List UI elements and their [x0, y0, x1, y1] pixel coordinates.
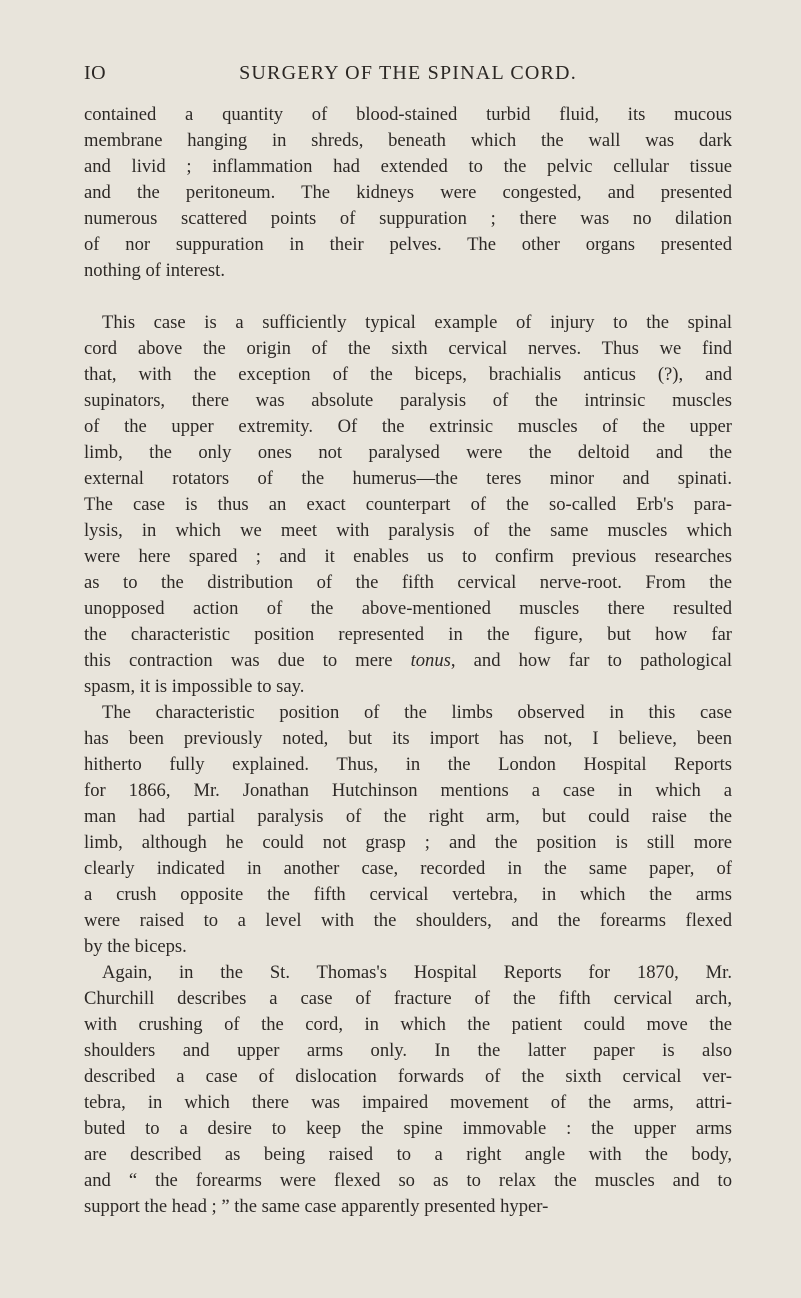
- text-line: The characteristic position of the limbs observed in this case: [102, 702, 732, 723]
- text-line: as to the distribution of the fifth cervical nerve-root. From the: [84, 572, 732, 593]
- text-line: nothing of interest.: [84, 260, 225, 281]
- text-line: unopposed action of the above-mentioned muscles there resulted: [84, 598, 732, 619]
- text-line: and livid ; inflammation had extended to the pelvic cellular tissue: [84, 156, 732, 177]
- text-line: man had partial paralysis of the right arm, but could raise the: [84, 806, 732, 827]
- text-line: cord above the origin of the sixth cervical nerves. Thus we find: [84, 338, 732, 359]
- text-line: membrane hanging in shreds, beneath which the wall was dark: [84, 130, 732, 151]
- running-title: SURGERY OF THE SPINAL CORD.: [239, 62, 577, 84]
- paragraph-gap: [84, 284, 732, 310]
- text-line: clearly indicated in another case, recorded in the same paper, of: [84, 858, 732, 879]
- text-line: and the peritoneum. The kidneys were congested, and presented: [84, 182, 732, 203]
- text-line: This case is a sufficiently typical example of injury to the spinal: [102, 312, 732, 333]
- text-line: and “ the forearms were flexed so as to relax the muscles and to: [84, 1170, 732, 1191]
- text-line: with crushing of the cord, in which the patient could move the: [84, 1014, 732, 1035]
- text-line: are described as being raised to a right angle with the body,: [84, 1144, 732, 1165]
- text-line: hitherto fully explained. Thus, in the London Hospital Reports: [84, 754, 732, 775]
- text-line: for 1866, Mr. Jonathan Hutchinson mentions a case in which a: [84, 780, 732, 801]
- text-line: external rotators of the humerus—the teres minor and spinati.: [84, 468, 732, 489]
- text-line: limb, the only ones not paralysed were the deltoid and the: [84, 442, 732, 463]
- text-line: that, with the exception of the biceps, brachialis anticus (?), and: [84, 364, 732, 385]
- paragraph: [84, 310, 732, 700]
- text-line: has been previously noted, but its import has not, I believe, been: [84, 728, 732, 749]
- text-line: spasm, it is impossible to say.: [84, 676, 305, 697]
- text-line: Churchill describes a case of fracture of the fifth cervical arch,: [84, 988, 732, 1009]
- text-line: tebra, in which there was impaired movement of the arms, attri-: [84, 1092, 732, 1113]
- page-number: IO: [84, 62, 107, 84]
- text-line: were raised to a level with the shoulders, and the forearms flexed: [84, 910, 732, 931]
- paragraph: [84, 700, 732, 960]
- text-line: numerous scattered points of suppuration ; there was no dilation: [84, 208, 732, 229]
- text-line: supinators, there was absolute paralysis of the intrinsic muscles: [84, 390, 732, 411]
- paragraph: [84, 102, 732, 284]
- text-line: of the upper extremity. Of the extrinsic muscles of the upper: [84, 416, 732, 437]
- text-line: lysis, in which we meet with paralysis of the same muscles which: [84, 520, 732, 541]
- text-line: by the biceps.: [84, 936, 187, 957]
- text-line: a crush opposite the fifth cervical vertebra, in which the arms: [84, 884, 732, 905]
- text-line: shoulders and upper arms only. In the latter paper is also: [84, 1040, 732, 1061]
- text-line: this contraction was due to mere tonus, and how far to pathological: [84, 650, 732, 671]
- text-line: the characteristic position represented in the figure, but how far: [84, 624, 732, 645]
- body-text: [84, 102, 732, 1220]
- text-line: were here spared ; and it enables us to confirm previous researches: [84, 546, 732, 567]
- text-line: limb, although he could not grasp ; and the position is still more: [84, 832, 732, 853]
- text-line: contained a quantity of blood-stained turbid fluid, its mucous: [84, 104, 732, 125]
- text-line: Again, in the St. Thomas's Hospital Reports for 1870, Mr.: [102, 962, 732, 983]
- text-line: support the head ; ” the same case apparently presented hyper-: [84, 1196, 549, 1217]
- text-line: buted to a desire to keep the spine immovable : the upper arms: [84, 1118, 732, 1139]
- paragraph: [84, 960, 732, 1220]
- text-line: The case is thus an exact counterpart of the so-called Erb's para-: [84, 494, 732, 515]
- text-line: of nor suppuration in their pelves. The other organs presented: [84, 234, 732, 255]
- text-line: described a case of dislocation forwards of the sixth cervical ver-: [84, 1066, 732, 1087]
- page-header: [84, 62, 732, 88]
